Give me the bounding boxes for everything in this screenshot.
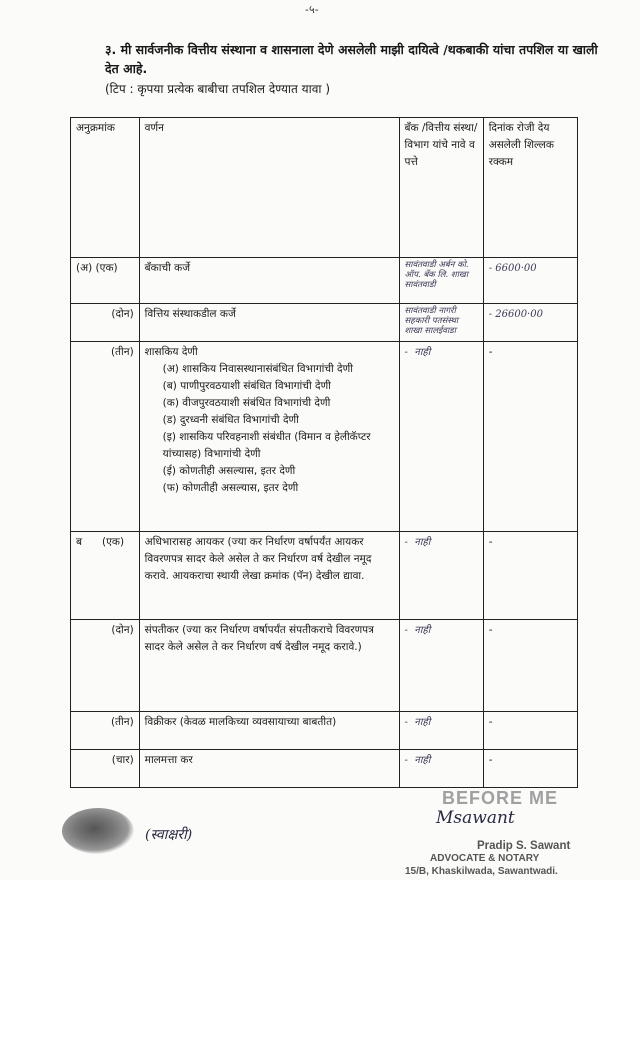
row-description: विक्रीकर (केवळ मालकिच्या व्यवसायाच्या बाबतीत) — [139, 712, 399, 750]
row-description: अधिभारासह आयकर (ज्या कर निर्धारण वर्षापर्यंत आयकर विवरणपत्र सादर केले असेल ते कर निर्धारण वर्ष देखील नमूद करावे. आयकराचा स्थायी लेखा क्रमांक (पॅन) देखील द्यावा. — [139, 532, 399, 620]
header-description: वर्णन — [139, 118, 399, 258]
list-item: (ब) पाणीपुरवठयाशी संबंधित विभागांची देणी — [162, 380, 331, 392]
row-institution: सावंतवाडी अर्बन को. ऑप. बँक लि. शाखा सावंतवाडी — [399, 258, 483, 304]
row-institution: - नाही — [399, 712, 483, 750]
section-note: (टिप : कृपया प्रत्येक बाबीचा तपशिल देण्यात यावा ) — [105, 82, 331, 96]
table-row — [71, 258, 578, 304]
list-item: (इ) शासकिय परिवहनाशी संबंधीत (विमान व हेलीकॅप्टर यांच्यासह) विभागांची देणी — [162, 431, 371, 460]
section-heading: ३. मी सार्वजनीक वित्तीय संस्थाना व शासनाला देणे असलेली माझी दायित्वे /थकबाकी यांचा तपशिल या खाली देत आहे. — [105, 42, 598, 76]
list-item: (फ) कोणतीही असल्यास, इतर देणी — [162, 482, 299, 494]
stamp-before-me: BEFORE ME — [442, 788, 559, 808]
blank-area — [0, 880, 640, 1040]
header-serial: अनुक्रमांक — [71, 118, 140, 258]
header-institution: बँक /वित्तीय संस्था/विभाग यांचे नावे व पत्ते — [399, 118, 483, 258]
row-description-group — [139, 342, 399, 532]
table-row — [71, 342, 578, 532]
table-row — [71, 750, 578, 788]
table-row — [71, 532, 578, 620]
row-amount: - — [483, 712, 577, 750]
row-institution: - नाही — [399, 342, 483, 532]
stamp-title: ADVOCATE & NOTARY — [430, 853, 540, 864]
table-row — [71, 304, 578, 342]
row-description: बँकाची कर्जे — [139, 258, 399, 304]
page-number: -५- — [305, 3, 319, 16]
row-serial: (अ) (एक) — [71, 258, 140, 304]
row-amount: - — [483, 342, 577, 532]
row-amount: - — [483, 750, 577, 788]
row-institution: सावंतवाडी नागरी सहकारी पतसंस्था शाखा सालईवाडा — [399, 304, 483, 342]
stamp-address: 15/B, Khaskilwada, Sawantwadi. — [405, 866, 558, 877]
stamp-name: Pradip S. Sawant — [477, 840, 571, 852]
row-amount: - 26600·00 — [483, 304, 577, 342]
table-row — [71, 620, 578, 712]
table-header-row — [71, 118, 578, 258]
list-item: (अ) शासकिय निवासस्थानासंबंधित विभागांची देणी — [162, 363, 353, 375]
row-serial: ब (एक) — [71, 532, 140, 620]
header-amount: दिनांक रोजी देय असलेली शिल्लक रक्कम — [483, 118, 577, 258]
row-description: संपतीकर (ज्या कर निर्धारण वर्षापर्यंत संपतीकराचे विवरणपत्र सादर केले असेल ते कर निर्धारण वर्ष देखील नमूद करावे.) — [139, 620, 399, 712]
row-serial: (दोन) — [71, 620, 140, 712]
row-amount: - 6600·00 — [483, 258, 577, 304]
row-serial: (दोन) — [71, 304, 140, 342]
row-institution: - नाही — [399, 620, 483, 712]
row-institution: - नाही — [399, 532, 483, 620]
list-item: (ई) कोणतीही असल्यास, इतर देणी — [162, 465, 296, 477]
list-item: (क) वीजपुरवठयाशी संबंधित विभागांची देणी — [162, 397, 331, 409]
row-serial: (तीन) — [71, 342, 140, 532]
table-row — [71, 712, 578, 750]
row-serial: (तीन) — [71, 712, 140, 750]
row-description: मालमत्ता कर — [139, 750, 399, 788]
row-serial: (चार) — [71, 750, 140, 788]
signature-notary: Msawant — [436, 808, 515, 828]
row-institution: - नाही — [399, 750, 483, 788]
signature-left: (स्वाक्षरी) — [145, 827, 193, 843]
row-description: वित्तिय संस्थाकडील कर्जे — [139, 304, 399, 342]
thumbprint — [62, 808, 134, 854]
row-amount: - — [483, 532, 577, 620]
list-item: (ड) दुरध्वनी संबंधित विभागांची देणी — [162, 414, 299, 426]
row-description-title: शासकिय देणी — [144, 346, 198, 358]
liabilities-table — [70, 117, 578, 788]
row-amount: - — [483, 620, 577, 712]
